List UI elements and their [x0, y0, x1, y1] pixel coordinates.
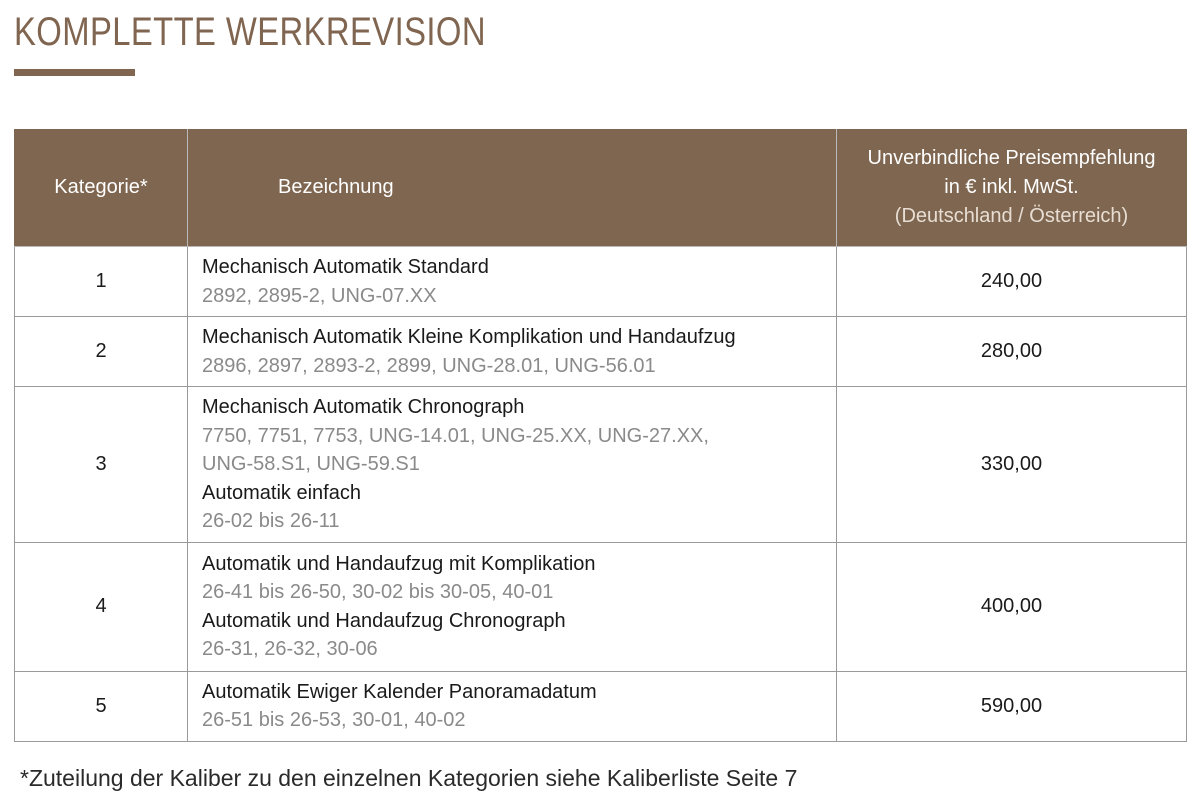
- footnote: *Zuteilung der Kaliber zu den einzelnen Kategorien siehe Kaliberliste Seite 7: [20, 765, 798, 791]
- movement-name: Mechanisch Automatik Chronograph: [202, 396, 525, 418]
- movement-name: Automatik und Handaufzug Chronograph: [202, 609, 566, 632]
- price-cell: 240,00: [837, 247, 1187, 317]
- header-category: [15, 129, 188, 247]
- caliber-list: 26-31, 26-32, 30-06: [202, 638, 378, 660]
- movement-name: Automatik und Handaufzug mit Komplikation: [202, 552, 596, 575]
- caliber-list: 7750, 7751, 7753, UNG-14.01, UNG-25.XX, UNG-27.XX,: [202, 424, 709, 447]
- price-cell: 590,00: [837, 671, 1187, 741]
- description-cell: [188, 387, 837, 543]
- price-cell: 280,00: [837, 317, 1187, 387]
- price-cell: 330,00: [837, 387, 1187, 543]
- header-price-line2: in € inkl. MwSt.: [944, 176, 1079, 198]
- caliber-list: 26-41 bis 26-50, 30-02 bis 30-05, 40-01: [202, 581, 554, 603]
- table-row: [15, 247, 1187, 317]
- header-description-label: Bezeichnung: [278, 176, 394, 198]
- description-cell: [188, 542, 837, 671]
- title-underline: [14, 69, 135, 76]
- category-cell: 3: [15, 387, 188, 543]
- movement-name: Mechanisch Automatik Standard: [202, 256, 489, 278]
- price-table: [14, 129, 1187, 742]
- header-description: [188, 129, 837, 247]
- movement-name: Mechanisch Automatik Kleine Komplikation und Handaufzug: [202, 326, 736, 348]
- caliber-list: 26-51 bis 26-53, 30-01, 40-02: [202, 709, 466, 731]
- table-body: [15, 247, 1187, 742]
- caliber-list: UNG-58.S1, UNG-59.S1: [202, 453, 420, 475]
- category-cell: 4: [15, 542, 188, 671]
- page-title: KOMPLETTE WERKREVISION: [14, 10, 486, 54]
- header-category-label: Kategorie*: [54, 176, 148, 198]
- caliber-list: 26-02 bis 26-11: [202, 510, 340, 532]
- description-cell: [188, 317, 837, 387]
- table-header-row: [15, 129, 1187, 247]
- caliber-list: 2896, 2897, 2893-2, 2899, UNG-28.01, UNG-56.01: [202, 354, 656, 377]
- category-cell: 2: [15, 317, 188, 387]
- table-row: [15, 542, 1187, 671]
- price-cell: 400,00: [837, 542, 1187, 671]
- caliber-list: 2892, 2895-2, UNG-07.XX: [202, 284, 437, 307]
- header-price-line3: (Deutschland / Österreich): [894, 205, 1129, 227]
- movement-name: Automatik Ewiger Kalender Panoramadatum: [202, 680, 597, 703]
- header-price: [837, 129, 1187, 247]
- header-price-line1: Unverbindliche Preisempfehlung: [867, 147, 1156, 169]
- movement-name: Automatik einfach: [202, 481, 361, 504]
- table-row: [15, 317, 1187, 387]
- table-row: [15, 387, 1187, 543]
- table-row: [15, 671, 1187, 741]
- category-cell: 5: [15, 671, 188, 741]
- description-cell: [188, 247, 837, 317]
- category-cell: 1: [15, 247, 188, 317]
- description-cell: [188, 671, 837, 741]
